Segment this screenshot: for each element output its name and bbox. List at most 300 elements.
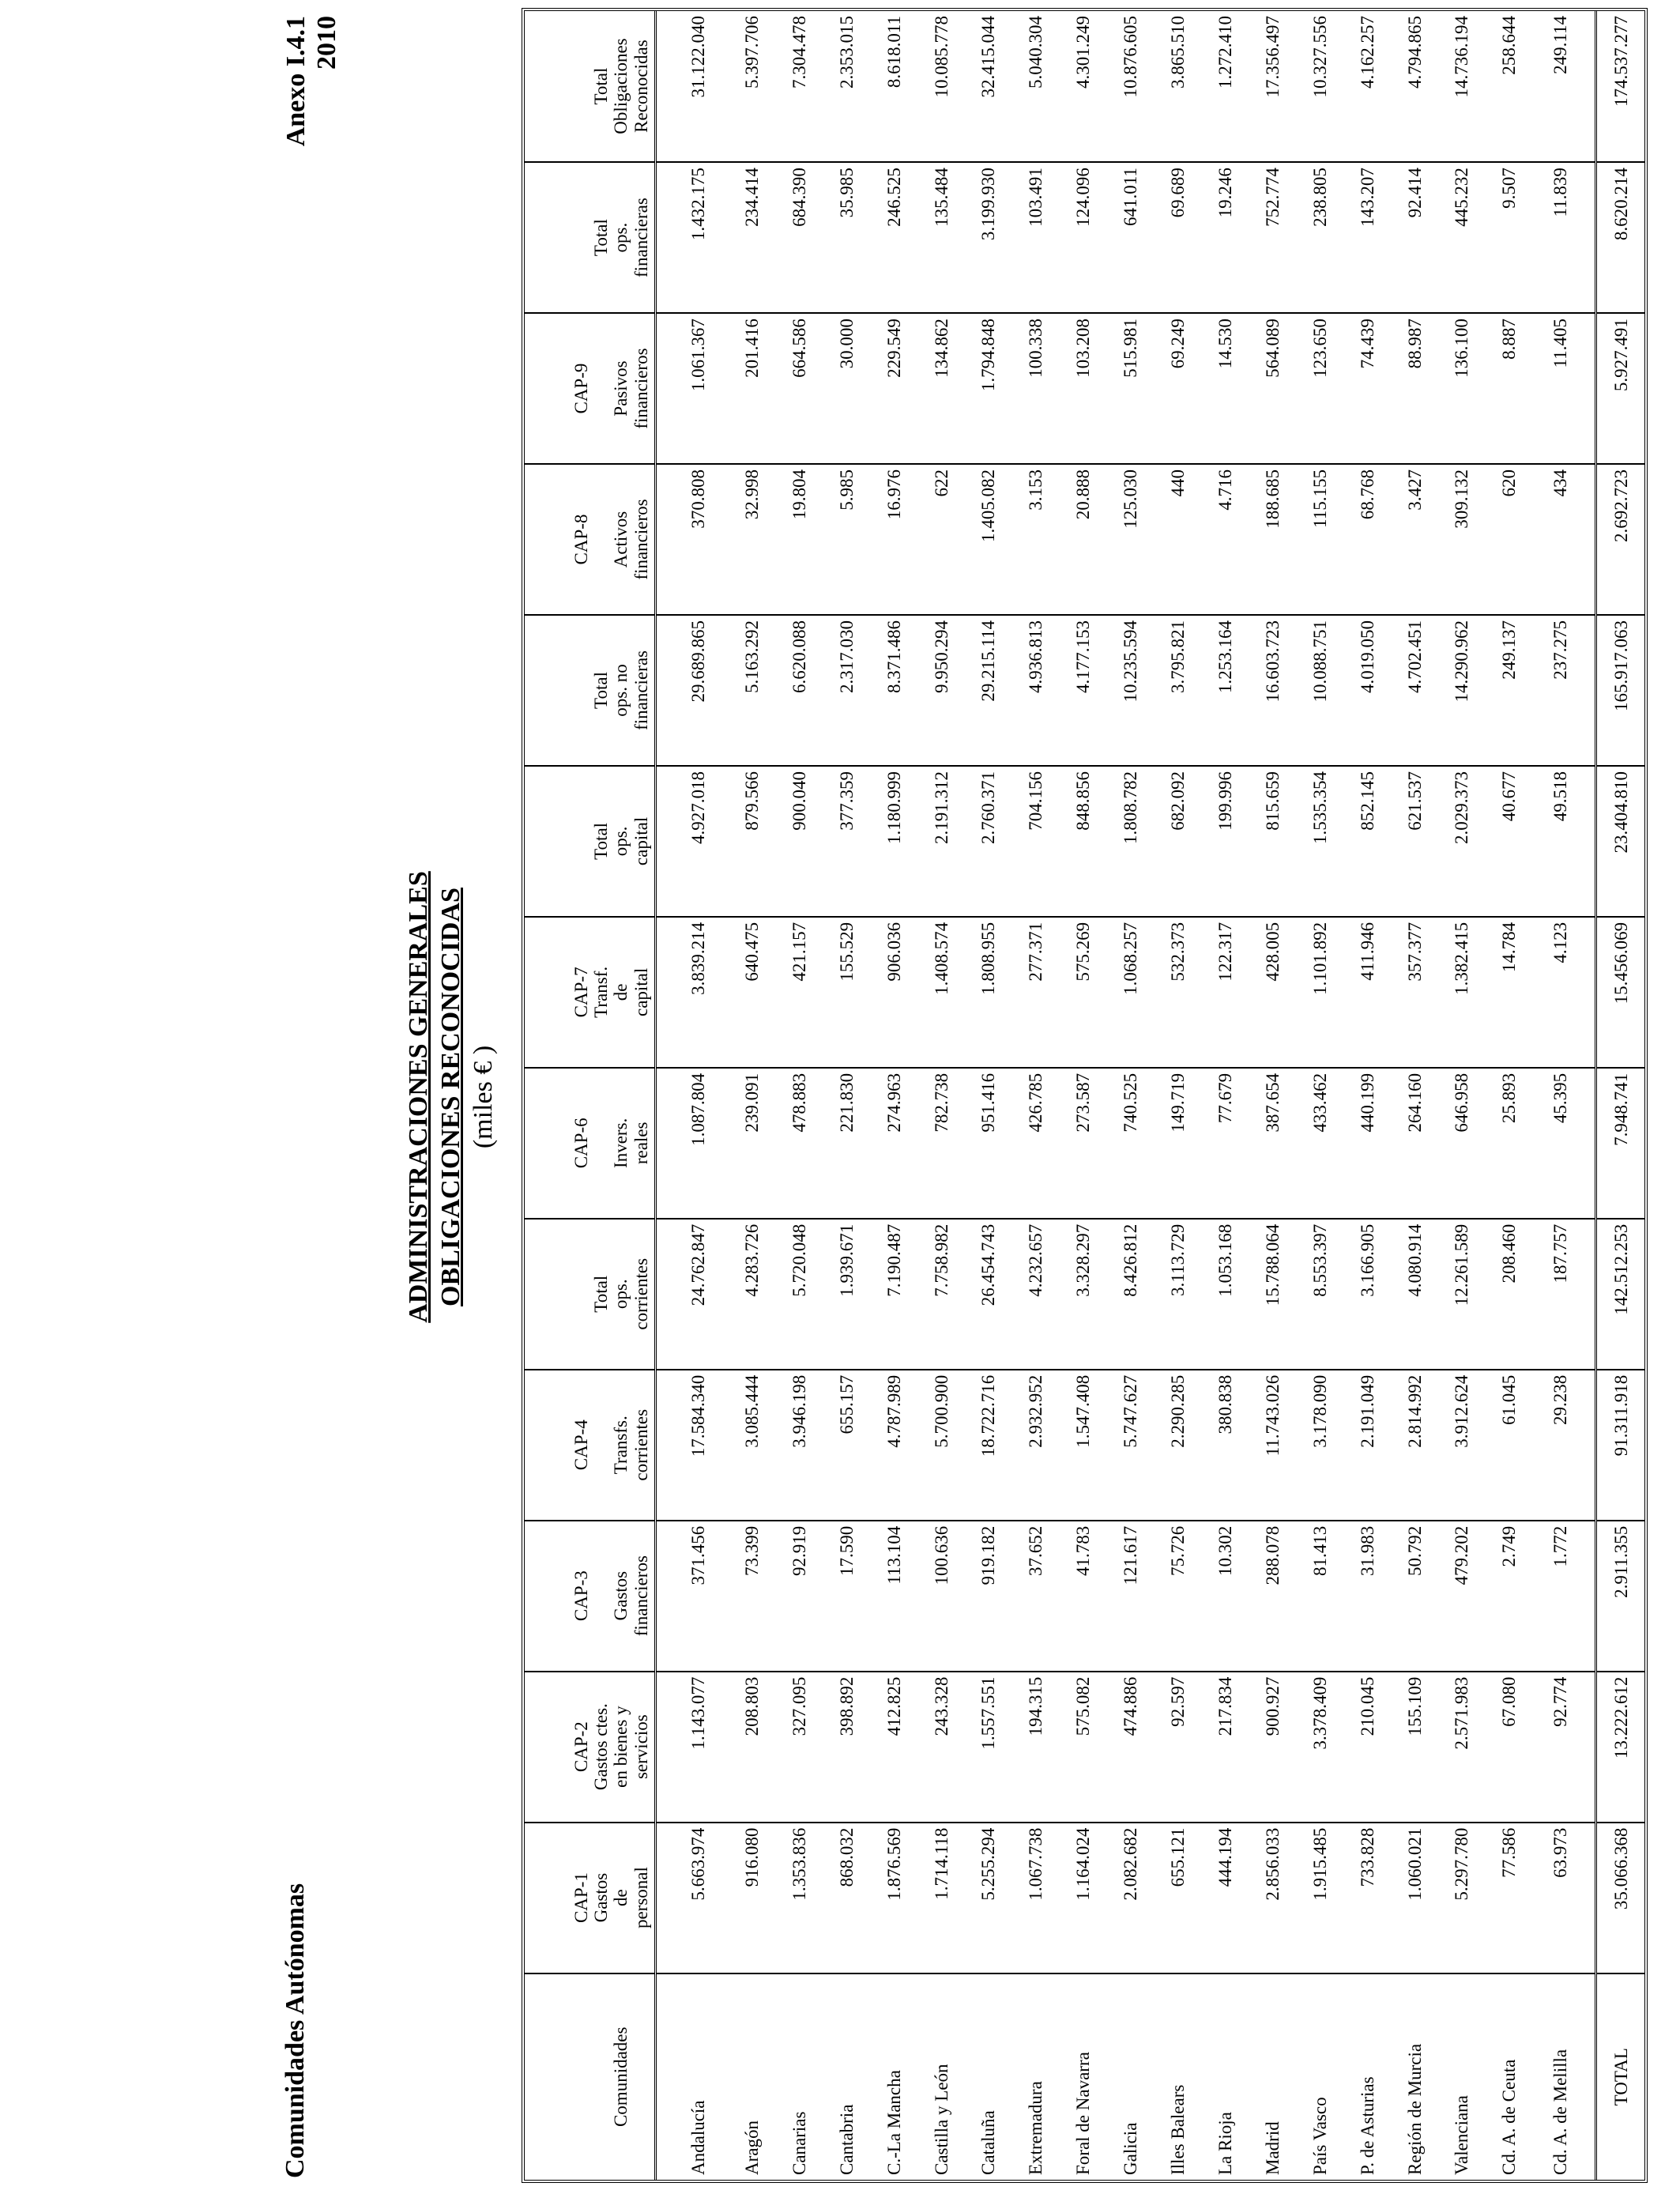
row-community-name: Cataluña bbox=[978, 2110, 999, 2175]
table-row bbox=[1296, 11, 1343, 2180]
column-header bbox=[525, 313, 656, 464]
table-row bbox=[1391, 11, 1438, 2180]
column-header bbox=[525, 464, 656, 615]
table-cell: 121.617 bbox=[1107, 1521, 1155, 1672]
row-community-name: Galicia bbox=[1121, 2122, 1141, 2175]
table-cell: 15.788.064 bbox=[1249, 1219, 1296, 1370]
table-cell: 4.787.989 bbox=[870, 1370, 917, 1521]
column-header-l1: Total bbox=[591, 219, 612, 257]
table-cell: 411.946 bbox=[1343, 917, 1391, 1068]
table-cell: 14.736.194 bbox=[1438, 11, 1486, 162]
column-header-l1 bbox=[591, 1073, 611, 1213]
table-cell: 879.566 bbox=[728, 766, 775, 917]
table-cell: 29.689.865 bbox=[656, 615, 729, 766]
title-units: (miles € ) bbox=[468, 1045, 498, 1149]
table-cell: 3.178.090 bbox=[1296, 1370, 1343, 1521]
table-cell: 73.399 bbox=[728, 1521, 775, 1672]
table-cell: 288.078 bbox=[1249, 1521, 1296, 1672]
table-cell: 445.232 bbox=[1438, 162, 1486, 313]
table-cell: 40.677 bbox=[1486, 766, 1533, 917]
row-community-name: Castilla y León bbox=[931, 2064, 951, 2175]
table-cell: 478.883 bbox=[775, 1068, 823, 1219]
table-cell: 10.876.605 bbox=[1107, 11, 1155, 162]
table-cell: 1.714.118 bbox=[917, 1823, 965, 1973]
table-cell: 412.825 bbox=[870, 1672, 917, 1823]
column-header-l3: financieras bbox=[631, 650, 651, 730]
table-cell: 10.085.778 bbox=[917, 11, 965, 162]
table-cell: 2.191.312 bbox=[917, 766, 965, 917]
table-row bbox=[1107, 11, 1155, 2180]
column-header bbox=[525, 11, 656, 162]
table-cell: 8.887 bbox=[1486, 313, 1533, 464]
table-cell: 900.927 bbox=[1249, 1672, 1296, 1823]
table-cell: 237.275 bbox=[1533, 615, 1596, 766]
table-row bbox=[1438, 11, 1486, 2180]
row-community-name: Cantabria bbox=[836, 2104, 857, 2175]
total-cell: 15.456.069 bbox=[1596, 917, 1645, 1068]
row-community-name: La Rioja bbox=[1215, 2112, 1235, 2175]
table-cell: 327.095 bbox=[775, 1672, 823, 1823]
table-cell: 1.808.955 bbox=[965, 917, 1012, 1068]
table-cell: 377.359 bbox=[823, 766, 870, 917]
row-community-name: C.-La Mancha bbox=[883, 2070, 904, 2175]
column-header bbox=[525, 1068, 656, 1219]
obligations-table bbox=[525, 11, 1644, 2180]
table-cell: 3.839.214 bbox=[656, 917, 729, 1068]
table-cell: 26.454.743 bbox=[965, 1219, 1012, 1370]
column-header-l3: Reconocidas bbox=[631, 40, 651, 133]
table-cell: 229.549 bbox=[870, 313, 917, 464]
row-community-name: Illes Balears bbox=[1168, 2084, 1188, 2175]
table-row bbox=[1060, 11, 1107, 2180]
column-header-l1: Total bbox=[591, 672, 612, 709]
table-cell: 3.113.729 bbox=[1155, 1219, 1202, 1370]
table-cell: 208.803 bbox=[728, 1672, 775, 1823]
table-cell: 916.080 bbox=[728, 1823, 775, 1973]
column-header bbox=[525, 1823, 656, 1973]
column-header-l3: personal bbox=[631, 1867, 651, 1929]
table-cell: 103.491 bbox=[1012, 162, 1060, 313]
table-cell: 3.946.198 bbox=[775, 1370, 823, 1521]
column-header-l1 bbox=[591, 1375, 611, 1515]
table-cell: 3.153 bbox=[1012, 464, 1060, 615]
table-cell: 682.092 bbox=[1155, 766, 1202, 917]
table-cell: 19.804 bbox=[775, 464, 823, 615]
table-cell: 16.603.723 bbox=[1249, 615, 1296, 766]
table-cell: 398.892 bbox=[823, 1672, 870, 1823]
column-header bbox=[525, 1370, 656, 1521]
table-cell: 1.087.804 bbox=[656, 1068, 729, 1219]
table-cell: 135.484 bbox=[917, 162, 965, 313]
table-cell: 1.382.415 bbox=[1438, 917, 1486, 1068]
table-row bbox=[917, 11, 965, 2180]
column-header-l2: ops. bbox=[611, 826, 631, 857]
table-cell: 249.137 bbox=[1486, 615, 1533, 766]
table-cell: 2.760.371 bbox=[965, 766, 1012, 917]
table-cell: 4.301.249 bbox=[1060, 11, 1107, 162]
column-header bbox=[525, 1672, 656, 1823]
table-cell: 1.808.782 bbox=[1107, 766, 1155, 917]
table-cell: 11.839 bbox=[1533, 162, 1596, 313]
column-header-l1: Gastos bbox=[591, 1872, 612, 1923]
column-header-l2: Obligaciones bbox=[611, 38, 631, 134]
column-header-l1 bbox=[591, 1979, 611, 2175]
table-cell: 2.932.952 bbox=[1012, 1370, 1060, 1521]
table-cell: 194.315 bbox=[1012, 1672, 1060, 1823]
column-header-cap: CAP-4 bbox=[571, 1419, 591, 1471]
table-cell: 1.180.999 bbox=[870, 766, 917, 917]
table-cell: 1.432.175 bbox=[656, 162, 729, 313]
table-cell: 258.644 bbox=[1486, 11, 1533, 162]
column-header bbox=[525, 1521, 656, 1672]
column-header-l3: corrientes bbox=[631, 1257, 651, 1330]
column-header-l1 bbox=[591, 469, 611, 609]
table-cell: 273.587 bbox=[1060, 1068, 1107, 1219]
table-cell: 10.235.594 bbox=[1107, 615, 1155, 766]
column-header-cap: CAP-9 bbox=[571, 363, 591, 414]
table-cell: 575.269 bbox=[1060, 917, 1107, 1068]
column-header-cap: CAP-3 bbox=[571, 1570, 591, 1622]
table-cell: 852.145 bbox=[1343, 766, 1391, 917]
table-cell: 752.774 bbox=[1249, 162, 1296, 313]
title-line-1: ADMINISTRACIONES GENERALES bbox=[404, 871, 433, 1323]
column-header bbox=[525, 766, 656, 917]
table-row bbox=[870, 11, 917, 2180]
table-cell: 14.530 bbox=[1201, 313, 1249, 464]
row-community-name: Andalucía bbox=[687, 2100, 708, 2175]
table-cell: 143.207 bbox=[1343, 162, 1391, 313]
table-cell: 2.029.373 bbox=[1438, 766, 1486, 917]
table-row bbox=[1249, 11, 1296, 2180]
table-cell: 733.828 bbox=[1343, 1823, 1391, 1973]
table-cell: 123.650 bbox=[1296, 313, 1343, 464]
table-cell: 1.053.168 bbox=[1201, 1219, 1249, 1370]
table-cell: 103.208 bbox=[1060, 313, 1107, 464]
table-cell: 1.408.574 bbox=[917, 917, 965, 1068]
table-cell: 4.794.865 bbox=[1391, 11, 1438, 162]
column-header-l3: capital bbox=[631, 967, 651, 1017]
table-cell: 61.045 bbox=[1486, 1370, 1533, 1521]
table-cell: 136.100 bbox=[1438, 313, 1486, 464]
table-cell: 31.983 bbox=[1343, 1521, 1391, 1672]
table-cell: 2.317.030 bbox=[823, 615, 870, 766]
column-header-cap: CAP-7 bbox=[571, 967, 591, 1018]
table-cell: 100.636 bbox=[917, 1521, 965, 1672]
table-cell: 4.927.018 bbox=[656, 766, 729, 917]
table-cell: 14.290.962 bbox=[1438, 615, 1486, 766]
table-cell: 1.067.738 bbox=[1012, 1823, 1060, 1973]
table-cell: 92.597 bbox=[1155, 1672, 1202, 1823]
column-header-cap bbox=[571, 620, 591, 760]
table-cell: 221.830 bbox=[823, 1068, 870, 1219]
table-cell: 74.439 bbox=[1343, 313, 1391, 464]
table-cell: 29.215.114 bbox=[965, 615, 1012, 766]
column-header-l3: servicios bbox=[631, 1714, 651, 1780]
total-cell: 7.948.741 bbox=[1596, 1068, 1645, 1219]
table-cell: 149.719 bbox=[1155, 1068, 1202, 1219]
total-label: TOTAL bbox=[1610, 2048, 1631, 2106]
table-cell: 3.328.297 bbox=[1060, 1219, 1107, 1370]
table-cell: 3.912.624 bbox=[1438, 1370, 1486, 1521]
table-cell: 188.685 bbox=[1249, 464, 1296, 615]
table-cell: 3.378.409 bbox=[1296, 1672, 1343, 1823]
table-cell: 115.155 bbox=[1296, 464, 1343, 615]
table-cell: 3.795.821 bbox=[1155, 615, 1202, 766]
table-cell: 1.353.836 bbox=[775, 1823, 823, 1973]
table-cell: 75.726 bbox=[1155, 1521, 1202, 1672]
row-community-name: País Vasco bbox=[1309, 2097, 1330, 2175]
table-cell: 41.783 bbox=[1060, 1521, 1107, 1672]
table-cell: 655.121 bbox=[1155, 1823, 1202, 1973]
column-header-l3: corrientes bbox=[631, 1408, 651, 1481]
table-cell: 5.700.900 bbox=[917, 1370, 965, 1521]
table-cell: 92.414 bbox=[1391, 162, 1438, 313]
table-header-row bbox=[525, 11, 656, 2180]
row-community-name: Canarias bbox=[789, 2111, 809, 2175]
table-cell: 848.856 bbox=[1060, 766, 1107, 917]
table-cell: 8.553.397 bbox=[1296, 1219, 1343, 1370]
column-header-cap: CAP-8 bbox=[571, 514, 591, 565]
table-cell: 264.160 bbox=[1391, 1068, 1438, 1219]
table-cell: 740.525 bbox=[1107, 1068, 1155, 1219]
table-cell: 815.659 bbox=[1249, 766, 1296, 917]
table-cell: 1.794.848 bbox=[965, 313, 1012, 464]
table-cell: 77.586 bbox=[1486, 1823, 1533, 1973]
table-cell: 50.792 bbox=[1391, 1521, 1438, 1672]
table-cell: 684.390 bbox=[775, 162, 823, 313]
table-cell: 20.888 bbox=[1060, 464, 1107, 615]
table-cell: 622 bbox=[917, 464, 965, 615]
table-cell: 2.814.992 bbox=[1391, 1370, 1438, 1521]
table-cell: 426.785 bbox=[1012, 1068, 1060, 1219]
table-cell: 532.373 bbox=[1155, 917, 1202, 1068]
table-cell: 444.194 bbox=[1201, 1823, 1249, 1973]
column-header-l1: Total bbox=[591, 822, 612, 860]
table-cell: 3.166.905 bbox=[1343, 1219, 1391, 1370]
row-community-name: Extremadura bbox=[1026, 2081, 1046, 2175]
table-cell: 4.019.050 bbox=[1343, 615, 1391, 766]
table-cell: 249.114 bbox=[1533, 11, 1596, 162]
table-cell: 3.865.510 bbox=[1155, 11, 1202, 162]
total-cell: 8.620.214 bbox=[1596, 162, 1645, 313]
table-cell: 2.353.015 bbox=[823, 11, 870, 162]
column-header bbox=[525, 917, 656, 1068]
column-header-l2: ops. no bbox=[611, 664, 631, 717]
total-cell: 91.311.918 bbox=[1596, 1370, 1645, 1521]
table-cell: 17.584.340 bbox=[656, 1370, 729, 1521]
table-cell: 1.772 bbox=[1533, 1521, 1596, 1672]
column-header-l1 bbox=[591, 319, 611, 458]
table-cell: 37.652 bbox=[1012, 1521, 1060, 1672]
table-cell: 238.805 bbox=[1296, 162, 1343, 313]
table-cell: 217.834 bbox=[1201, 1672, 1249, 1823]
column-header-l2: ops. bbox=[611, 222, 631, 253]
table-cell: 5.663.974 bbox=[656, 1823, 729, 1973]
table-cell: 7.758.982 bbox=[917, 1219, 965, 1370]
table-cell: 11.405 bbox=[1533, 313, 1596, 464]
column-header-l1: Total bbox=[591, 67, 612, 105]
annex-block bbox=[281, 16, 342, 146]
table-cell: 428.005 bbox=[1249, 917, 1296, 1068]
row-community-name: Cd. A. de Ceuta bbox=[1499, 2059, 1520, 2175]
table-cell: 92.919 bbox=[775, 1521, 823, 1672]
table-cell: 4.936.813 bbox=[1012, 615, 1060, 766]
column-header-cap bbox=[571, 1224, 591, 1364]
table-cell: 2.571.983 bbox=[1438, 1672, 1486, 1823]
table-cell: 67.080 bbox=[1486, 1672, 1533, 1823]
table-cell: 69.249 bbox=[1155, 313, 1202, 464]
table-row bbox=[775, 11, 823, 2180]
table-cell: 29.238 bbox=[1533, 1370, 1596, 1521]
table-cell: 77.679 bbox=[1201, 1068, 1249, 1219]
table-cell: 4.162.257 bbox=[1343, 11, 1391, 162]
column-header-cap: CAP-6 bbox=[571, 1118, 591, 1169]
table-cell: 31.122.040 bbox=[656, 11, 729, 162]
column-header-l3: financieras bbox=[631, 198, 651, 278]
table-cell: 11.743.026 bbox=[1249, 1370, 1296, 1521]
table-cell: 906.036 bbox=[870, 917, 917, 1068]
table-cell: 4.232.657 bbox=[1012, 1219, 1060, 1370]
table-cell: 9.950.294 bbox=[917, 615, 965, 766]
table-cell: 10.302 bbox=[1201, 1521, 1249, 1672]
title-line-2: OBLIGACIONES RECONOCIDAS bbox=[435, 888, 465, 1306]
table-cell: 621.537 bbox=[1391, 766, 1438, 917]
total-cell: 23.404.810 bbox=[1596, 766, 1645, 917]
table-cell: 2.749 bbox=[1486, 1521, 1533, 1672]
total-cell: 5.927.491 bbox=[1596, 313, 1645, 464]
table-cell: 646.958 bbox=[1438, 1068, 1486, 1219]
column-header-cap bbox=[571, 16, 591, 156]
row-community-name: Valenciana bbox=[1452, 2095, 1472, 2175]
table-cell: 10.088.751 bbox=[1296, 615, 1343, 766]
total-cell: 13.222.612 bbox=[1596, 1672, 1645, 1823]
table-cell: 125.030 bbox=[1107, 464, 1155, 615]
table-cell: 4.702.451 bbox=[1391, 615, 1438, 766]
table-cell: 14.784 bbox=[1486, 917, 1533, 1068]
row-community-name: Aragón bbox=[741, 2120, 762, 2175]
column-header-l1 bbox=[591, 1526, 611, 1666]
column-header-l3: financieros bbox=[631, 499, 651, 580]
column-header-l3: financieros bbox=[631, 1555, 651, 1637]
column-header-l2: Activos bbox=[611, 511, 631, 568]
column-header-l2: Pasivos bbox=[611, 360, 631, 417]
row-community-name: Cd. A. de Melilla bbox=[1550, 2049, 1571, 2175]
table-cell: 664.586 bbox=[775, 313, 823, 464]
table-cell: 951.416 bbox=[965, 1068, 1012, 1219]
table-cell: 113.104 bbox=[870, 1521, 917, 1672]
column-header-cap bbox=[571, 1979, 591, 2175]
column-header-l2: Invers. bbox=[611, 1118, 631, 1168]
row-community-name: P. de Asturias bbox=[1357, 2076, 1377, 2175]
column-header-l2: ops. bbox=[611, 1279, 631, 1310]
row-community-name: Foral de Navarra bbox=[1073, 2052, 1094, 2175]
table-cell: 440.199 bbox=[1343, 1068, 1391, 1219]
table-cell: 134.862 bbox=[917, 313, 965, 464]
annex-number: Anexo I.4.1 bbox=[281, 16, 311, 147]
table-cell: 35.985 bbox=[823, 162, 870, 313]
total-cell: 2.911.355 bbox=[1596, 1521, 1645, 1672]
column-header-l2: en bienes y bbox=[611, 1706, 631, 1788]
column-header bbox=[525, 1973, 656, 2180]
table-cell: 68.768 bbox=[1343, 464, 1391, 615]
table-cell: 4.123 bbox=[1533, 917, 1596, 1068]
table-cell: 19.246 bbox=[1201, 162, 1249, 313]
column-header-l3: financieros bbox=[631, 348, 651, 429]
column-header-cap bbox=[571, 771, 591, 911]
table-cell: 2.290.285 bbox=[1155, 1370, 1202, 1521]
table-cell: 3.199.930 bbox=[965, 162, 1012, 313]
column-header-l3: reales bbox=[631, 1122, 651, 1165]
column-header-l3: capital bbox=[631, 816, 651, 866]
table-cell: 564.089 bbox=[1249, 313, 1296, 464]
table-cell: 100.338 bbox=[1012, 313, 1060, 464]
table-cell: 5.985 bbox=[823, 464, 870, 615]
table-cell: 243.328 bbox=[917, 1672, 965, 1823]
table-cell: 1.143.077 bbox=[656, 1672, 729, 1823]
table-cell: 640.475 bbox=[728, 917, 775, 1068]
table-cell: 1.547.408 bbox=[1060, 1370, 1107, 1521]
table-cell: 69.689 bbox=[1155, 162, 1202, 313]
column-header-l2: Comunidades bbox=[611, 2026, 631, 2128]
table-cell: 10.327.556 bbox=[1296, 11, 1343, 162]
table-cell: 49.518 bbox=[1533, 766, 1596, 917]
table-cell: 3.427 bbox=[1391, 464, 1438, 615]
table-total-row bbox=[1596, 11, 1645, 2180]
table-cell: 655.157 bbox=[823, 1370, 870, 1521]
table-cell: 1.164.024 bbox=[1060, 1823, 1107, 1973]
column-header-l1: Transf. bbox=[591, 966, 612, 1018]
table-cell: 246.525 bbox=[870, 162, 917, 313]
column-header-l2: Transfs. bbox=[611, 1416, 631, 1475]
table-row bbox=[1155, 11, 1202, 2180]
column-header bbox=[525, 1219, 656, 1370]
column-header-l1: Total bbox=[591, 1275, 612, 1313]
table-cell: 208.460 bbox=[1486, 1219, 1533, 1370]
table-cell: 81.413 bbox=[1296, 1521, 1343, 1672]
table-cell: 92.774 bbox=[1533, 1672, 1596, 1823]
column-header bbox=[525, 615, 656, 766]
table-cell: 919.182 bbox=[965, 1521, 1012, 1672]
table-cell: 6.620.088 bbox=[775, 615, 823, 766]
table-row bbox=[1012, 11, 1060, 2180]
table-cell: 63.973 bbox=[1533, 1823, 1596, 1973]
table-row bbox=[1486, 11, 1533, 2180]
table-cell: 387.654 bbox=[1249, 1068, 1296, 1219]
table-cell: 5.747.627 bbox=[1107, 1370, 1155, 1521]
table-cell: 515.981 bbox=[1107, 313, 1155, 464]
table-cell: 187.757 bbox=[1533, 1219, 1596, 1370]
total-cell: 2.692.723 bbox=[1596, 464, 1645, 615]
table-cell: 1.061.367 bbox=[656, 313, 729, 464]
column-header-cap: CAP-1 bbox=[571, 1872, 591, 1924]
table-cell: 421.157 bbox=[775, 917, 823, 1068]
table-row bbox=[1343, 11, 1391, 2180]
table-cell: 3.085.444 bbox=[728, 1370, 775, 1521]
total-cell: 165.917.063 bbox=[1596, 615, 1645, 766]
table-cell: 25.893 bbox=[1486, 1068, 1533, 1219]
table-cell: 199.996 bbox=[1201, 766, 1249, 917]
table-cell: 8.371.486 bbox=[870, 615, 917, 766]
table-cell: 1.876.569 bbox=[870, 1823, 917, 1973]
table-cell: 234.414 bbox=[728, 162, 775, 313]
table-cell: 1.272.410 bbox=[1201, 11, 1249, 162]
table-cell: 201.416 bbox=[728, 313, 775, 464]
obligations-table-frame bbox=[522, 8, 1648, 2183]
table-cell: 17.356.497 bbox=[1249, 11, 1296, 162]
table-cell: 5.297.780 bbox=[1438, 1823, 1486, 1973]
table-cell: 18.722.716 bbox=[965, 1370, 1012, 1521]
table-cell: 17.590 bbox=[823, 1521, 870, 1672]
